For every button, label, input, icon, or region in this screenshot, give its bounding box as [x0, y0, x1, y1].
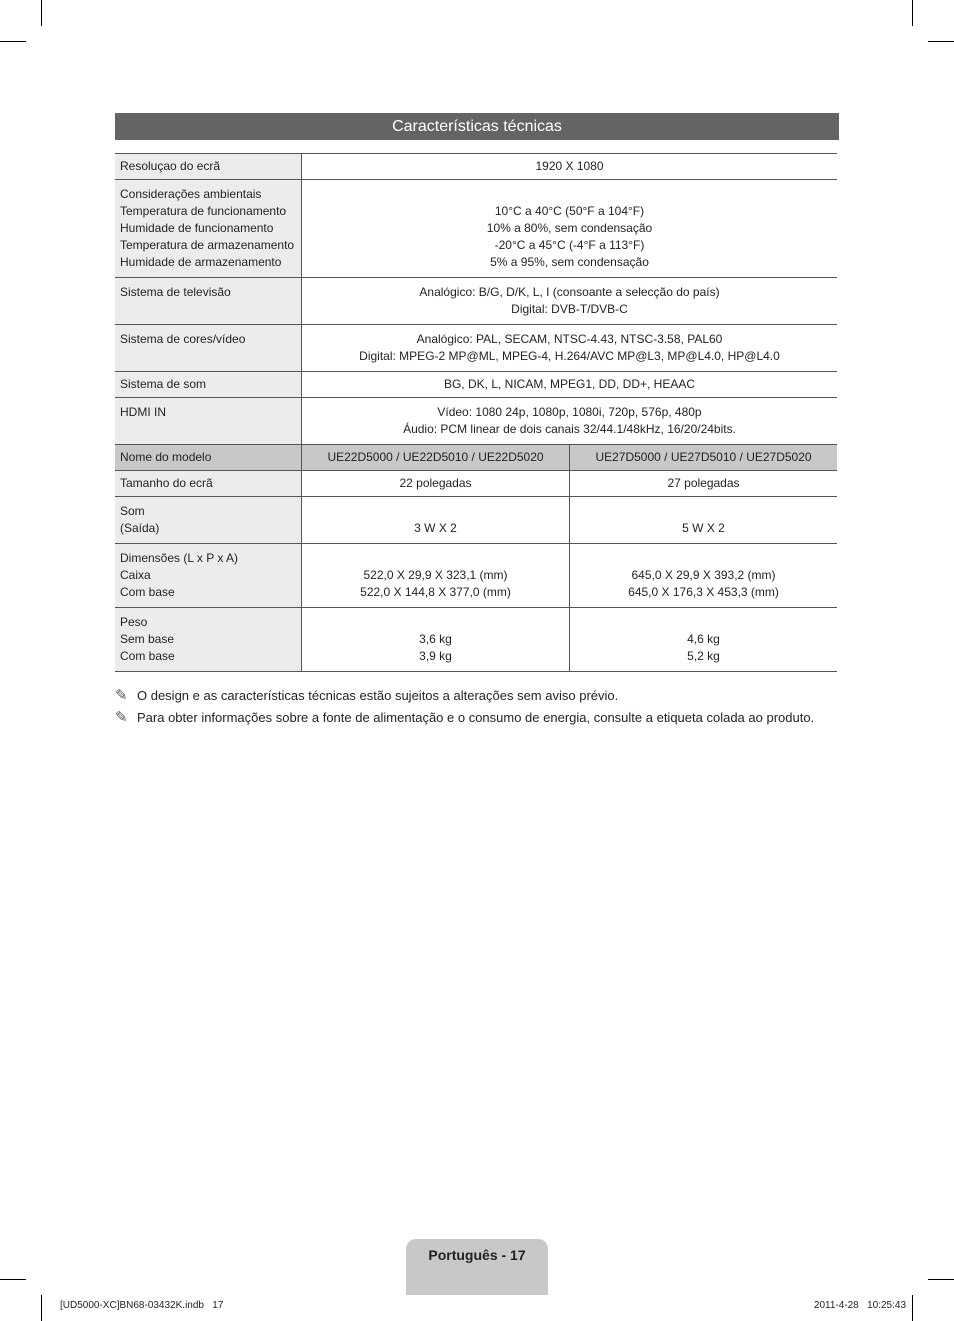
pencil-note-icon: ✎	[115, 687, 128, 704]
row-value: 27 polegadas	[570, 471, 837, 497]
table-row-model	[115, 445, 837, 471]
table-row	[115, 471, 837, 497]
crop-mark	[0, 41, 26, 42]
crop-mark	[928, 41, 954, 42]
crop-mark	[0, 1279, 26, 1280]
row-value: 10°C a 40°C (50°F a 104°F) 10% a 80%, sem condensação -20°C a 45°C (-4°F a 113°F) 5% a 95%, sem condensação	[302, 180, 838, 278]
row-value: Analógico: B/G, D/K, L, I (consoante a selecção do país) Digital: DVB-T/DVB-C	[302, 278, 838, 325]
crop-mark	[912, 1295, 913, 1321]
row-label: Considerações ambientais Temperatura de funcionamento Humidade de funcionamento Temperatura de armazenamento Humidade de armazenamento	[115, 180, 302, 278]
crop-mark	[41, 1295, 42, 1321]
row-value: 645,0 X 29,9 X 393,2 (mm) 645,0 X 176,3 X 453,3 (mm)	[570, 544, 837, 608]
row-label: Sistema de televisão	[115, 278, 302, 325]
table-row	[115, 372, 837, 398]
note-item: ✎ Para obter informações sobre a fonte de alimentação e o consumo de energia, consulte a etiqueta colada ao produto.	[115, 709, 815, 726]
crop-mark	[912, 0, 913, 26]
table-row	[115, 278, 837, 325]
table-row	[115, 497, 837, 544]
model-col2: UE27D5000 / UE27D5010 / UE27D5020	[570, 445, 837, 471]
row-value: BG, DK, L, NICAM, MPEG1, DD, DD+, HEAAC	[302, 372, 838, 398]
row-label: Sistema de som	[115, 372, 302, 398]
row-label: HDMI IN	[115, 398, 302, 445]
row-label: Dimensões (L x P x A) Caixa Com base	[115, 544, 302, 608]
note-item: ✎ O design e as características técnicas estão sujeitos a alterações sem aviso prévio.	[115, 687, 619, 704]
row-value: 3,6 kg 3,9 kg	[302, 608, 570, 672]
row-label: Nome do modelo	[115, 445, 302, 471]
table-row	[115, 398, 837, 445]
table-row	[115, 325, 837, 372]
page-number-tab: Português - 17	[406, 1239, 548, 1295]
row-value: Vídeo: 1080 24p, 1080p, 1080i, 720p, 576p, 480p Áudio: PCM linear de dois canais 32/44.1/48kHz, 16/20/24bits.	[302, 398, 838, 445]
table-row	[115, 608, 837, 672]
row-value: 1920 X 1080	[302, 154, 838, 180]
pencil-note-icon: ✎	[115, 709, 128, 726]
row-value: 5 W X 2	[570, 497, 837, 544]
table-row	[115, 154, 837, 180]
section-title: Características técnicas	[115, 113, 839, 140]
crop-mark	[41, 0, 42, 26]
footer-file: [UD5000-XC]BN68-03432K.indb 17	[60, 1300, 224, 1311]
notes	[115, 683, 845, 727]
row-label: Resoluçao do ecrã	[115, 154, 302, 180]
table-row	[115, 180, 837, 278]
row-value: 3 W X 2	[302, 497, 570, 544]
row-label: Som (Saída)	[115, 497, 302, 544]
specs-table	[115, 153, 837, 672]
table-row	[115, 544, 837, 608]
row-label: Sistema de cores/vídeo	[115, 325, 302, 372]
row-label: Tamanho do ecrã	[115, 471, 302, 497]
row-value: 22 polegadas	[302, 471, 570, 497]
row-label: Peso Sem base Com base	[115, 608, 302, 672]
footer-timestamp: 2011-4-28 10:25:43	[813, 1300, 906, 1311]
row-value: 522,0 X 29,9 X 323,1 (mm) 522,0 X 144,8 X 377,0 (mm)	[302, 544, 570, 608]
model-col1: UE22D5000 / UE22D5010 / UE22D5020	[302, 445, 570, 471]
row-value: Analógico: PAL, SECAM, NTSC-4.43, NTSC-3.58, PAL60 Digital: MPEG-2 MP@ML, MPEG-4, H.264/AVC MP@L3, MP@L4.0, HP@L4.0	[302, 325, 838, 372]
crop-mark	[928, 1279, 954, 1280]
row-value: 4,6 kg 5,2 kg	[570, 608, 837, 672]
